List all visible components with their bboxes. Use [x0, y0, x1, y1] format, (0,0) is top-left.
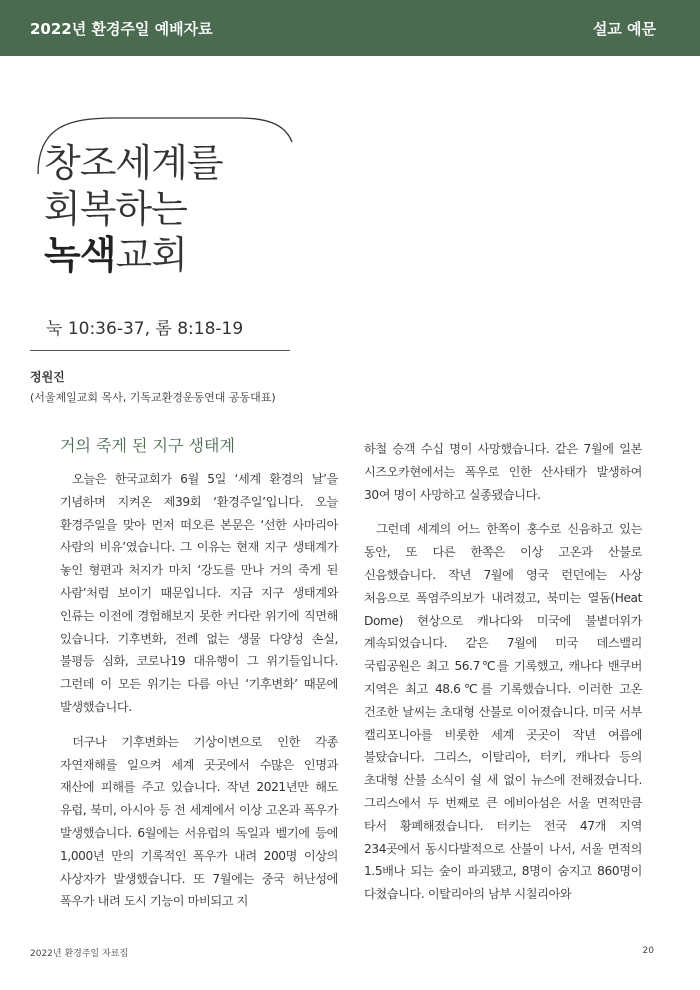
title-line-3 — [44, 232, 223, 278]
page-number: 20 — [642, 946, 654, 956]
paragraph: 하철 승객 수십 명이 사망했습니다. 같은 7월에 일본 시즈오카현에서는 폭우로 인한 산사태가 발생하여 30여 명이 사망하고 실종됐습니다. — [364, 442, 642, 502]
left-column — [60, 468, 338, 925]
paragraph: 오늘은 한국교회가 6월 5일 ‘세계 환경의 날’을 기념하며 지켜온 제39회 ‘환경주일’입니다. 오늘 환경주일을 맞아 먼저 떠오른 본문은 ‘선한 사마리아 사람의 비유’였습니다. 그 이유는 현재 지구 생태계가 놓인 형편과 처지가 마치 ‘강도를 만나 거의 죽게 된 사람’처럼 보이기 때문입니다. 지금 지구 생태계와 인류는 이전에 경험해보지 못한 커다란 위기에 직면해 있습니다. 기후변화, 전례 없는 생물 다양성 손실, 불평등 심화, 코로나19 대유행이 그 위기들입니다. 그런데 이 모든 위기는 다름 아닌 ‘기후변화’ 때문에 발생했습니다. — [60, 472, 338, 714]
title-line-1: 창조세계를 — [44, 141, 223, 185]
header-title: 2022년 환경주일 예배자료 — [30, 19, 213, 38]
title-rest-word: 교회 — [115, 233, 187, 277]
author-name: 정원진 — [30, 370, 65, 384]
scripture-reference: 눅 10:36-37, 롬 8:18-19 — [46, 319, 244, 339]
header-section-label: 설교 예문 — [592, 19, 656, 38]
right-column — [364, 438, 642, 918]
author-affiliation: (서울제일교회 목사, 기독교환경운동연대 공동대표) — [30, 391, 276, 404]
paragraph: 더구나 기후변화는 기상이변으로 인한 각종 자연재해를 일으켜 세계 곳곳에서 수많은 인명과 재산에 피해를 주고 있습니다. 작년 2021년만 해도 유럽, 북미, 아시아 등 전 세계에서 이상 고온과 폭우가 발생했습니다. 6월에는 서유럽의 독일과 벨기에 등에 1,000년 만의 기록적인 폭우가 내려 200명 이상의 사상자가 발생했습니다. 또 7월에는 중국 허난성에 폭우가 내려 도시 기능이 마비되고 지 — [60, 734, 338, 909]
section-heading: 거의 죽게 된 지구 생태계 — [60, 436, 235, 455]
title-line-2: 회복하는 — [44, 187, 187, 231]
footer-publication: 2022년 환경주일 자료집 — [30, 949, 129, 959]
title-bold-word: 녹색 — [44, 233, 116, 277]
page-header — [0, 0, 700, 56]
title-divider — [30, 350, 290, 351]
paragraph: 그런데 세계의 어느 한쪽이 홍수로 신음하고 있는 동안, 또 다른 한쪽은 이상 고온과 산불로 신음했습니다. 작년 7월에 영국 런던에는 사상 처음으로 폭염주의보가 내려졌고, 북미는 열돔(Heat Dome) 현상으로 캐나다와 미국에 불볕더위가 계속되었습니다. 같은 7월에 미국 데스밸리 국립공원은 최고 56.7℃를 기록했고, 캐나다 밴쿠버 지역은 최고 48.6℃를 기록했습니다. 이러한 고온 건조한 날씨는 초대형 산불로 이어졌습니다. 미국 서부 캘리포니아를 비롯한 세계 곳곳이 작년 여름에 불탔습니다. 그리스, 이탈리아, 터키, 캐나다 등의 초대형 산불 소식이 쉴 새 없이 뉴스에 전해졌습니다. 그리스에서 두 번째로 큰 에비아섬은 서울 면적만큼 타서 황폐해졌습니다. 터키는 전국 47개 지역 234곳에서 동시다발적으로 산불이 나서, 서울 면적의 1.5배나 되는 숲이 파괴됐고, 8명이 숨지고 860명이 다쳤습니다. 이탈리아의 남부 시칠리아와 — [364, 522, 642, 902]
sermon-title — [44, 140, 223, 278]
